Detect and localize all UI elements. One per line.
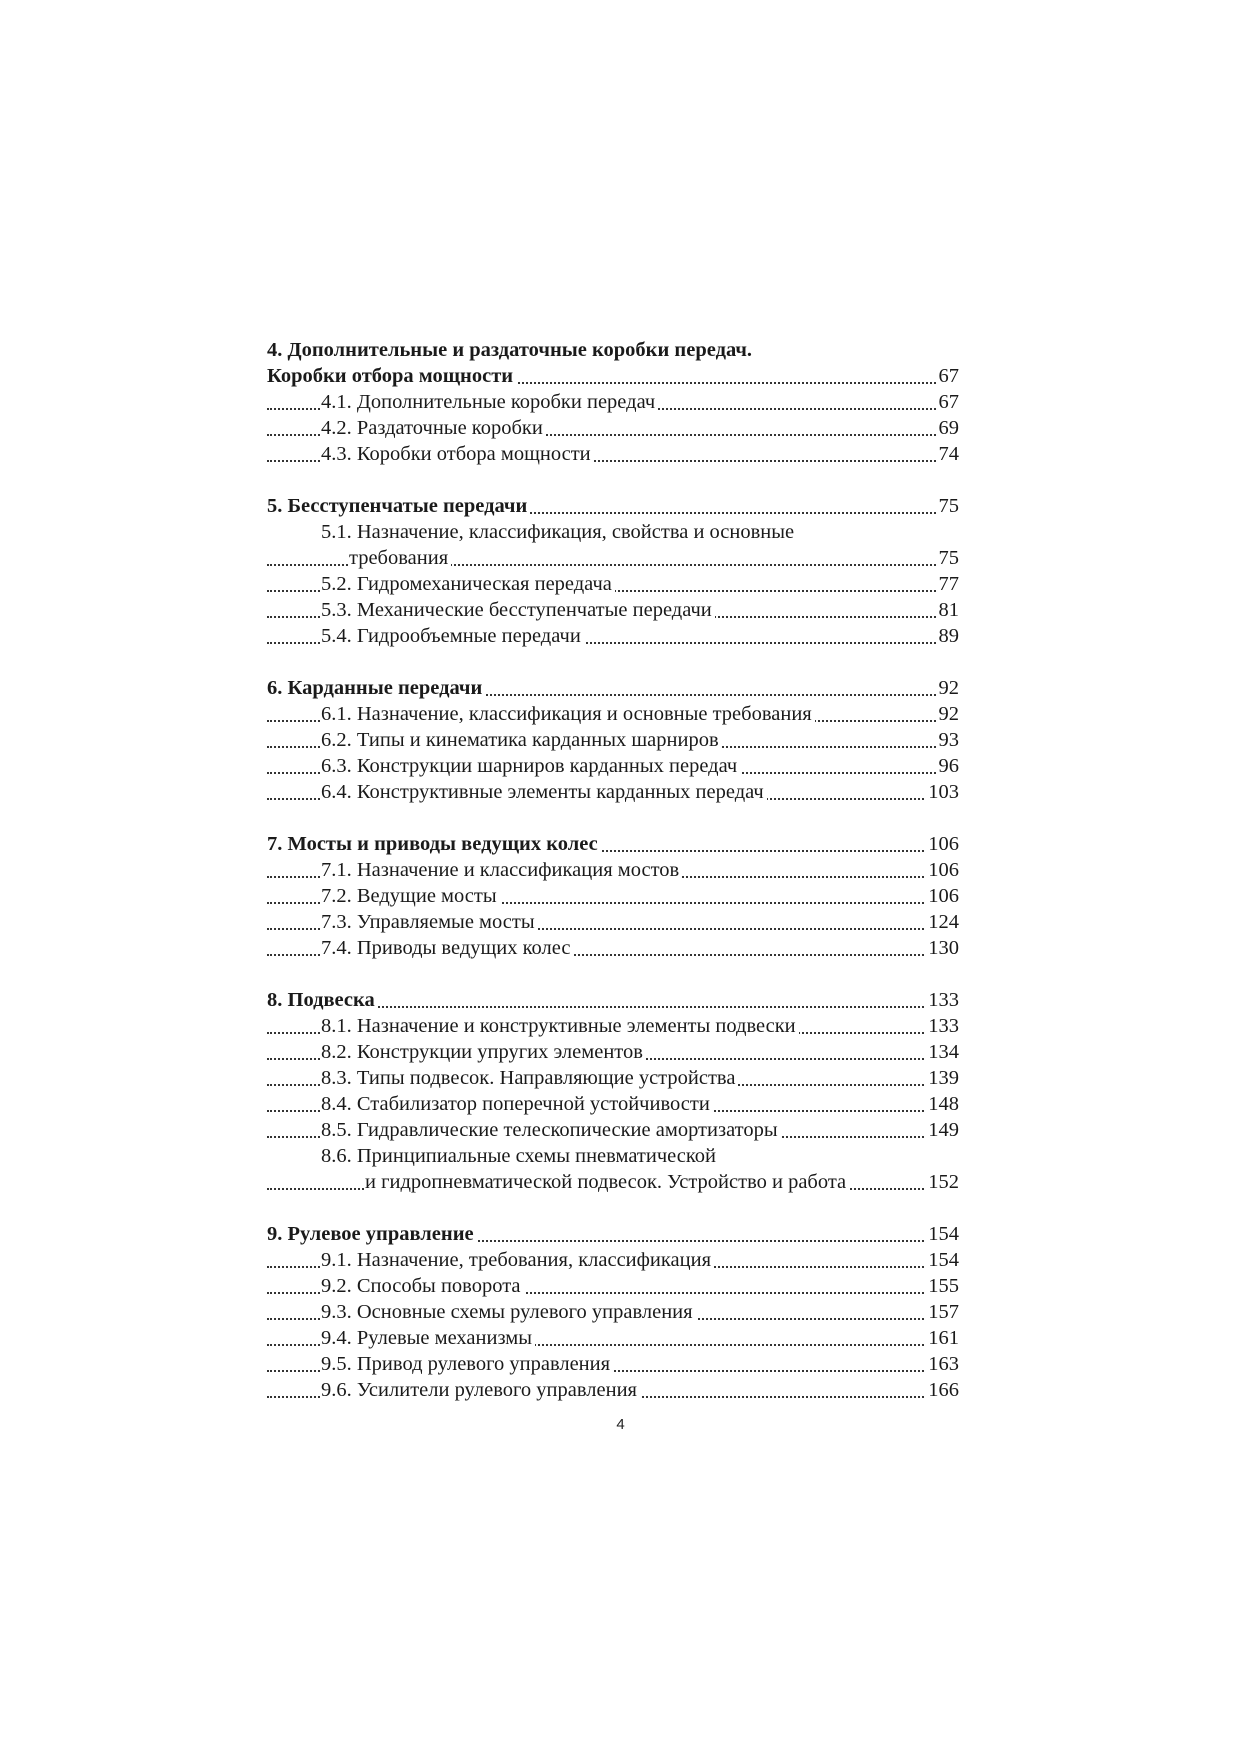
- toc-page-number: 69: [936, 415, 960, 441]
- toc-entry-label: 6.3. Конструкции шарниров карданных передач: [321, 755, 740, 777]
- toc-entry[interactable]: [267, 857, 959, 883]
- toc-page-number: 154: [925, 1221, 959, 1247]
- toc-entry-label: 9. Рулевое управление: [267, 1223, 477, 1245]
- toc-page-number: 67: [936, 363, 960, 389]
- toc-entry-label: 9.5. Привод рулевого управления: [321, 1353, 613, 1375]
- toc-section-8: [267, 987, 959, 1195]
- toc-page-number: 67: [936, 389, 960, 415]
- toc-page-number: 74: [936, 441, 960, 467]
- toc-page-number: 92: [936, 701, 960, 727]
- toc-entry-label: 8.2. Конструкции упругих элементов: [321, 1041, 646, 1063]
- table-of-contents: [267, 337, 959, 1429]
- toc-entry-label: 9.6. Усилители рулевого управления: [321, 1379, 640, 1401]
- toc-entry-label: 6.1. Назначение, классификация и основные требования: [321, 703, 815, 725]
- toc-entry[interactable]: [267, 389, 959, 415]
- toc-section-6: [267, 675, 959, 805]
- toc-entry-label: 5.3. Механические бесступенчатые передачи: [321, 599, 715, 621]
- toc-entry-label: 5.1. Назначение, классификация, свойства и основные: [321, 521, 797, 543]
- toc-chapter-title: [267, 337, 959, 363]
- toc-entry[interactable]: [267, 1273, 959, 1299]
- toc-page-number: 106: [925, 831, 959, 857]
- toc-entry[interactable]: [267, 1065, 959, 1091]
- toc-entry[interactable]: [267, 571, 959, 597]
- toc-page-number: 103: [925, 779, 959, 805]
- toc-entry-label: 9.4. Рулевые механизмы: [321, 1327, 535, 1349]
- toc-page-number: 93: [936, 727, 960, 753]
- toc-entry[interactable]: [267, 1377, 959, 1403]
- toc-entry-label: 6. Карданные передачи: [267, 677, 485, 699]
- toc-entry-label: 7.3. Управляемые мосты: [321, 911, 538, 933]
- toc-page-number: 148: [925, 1091, 959, 1117]
- toc-entry-label: 5.2. Гидромеханическая передача: [321, 573, 615, 595]
- toc-page-number: 154: [925, 1247, 959, 1273]
- toc-entry-label: 6.2. Типы и кинематика карданных шарниров: [321, 729, 722, 751]
- toc-entry-line: [267, 1143, 959, 1169]
- toc-entry-label: 5.4. Гидрообъемные передачи: [321, 625, 584, 647]
- toc-entry-label: 7.1. Назначение и классификация мостов: [321, 859, 682, 881]
- toc-page-number: 96: [936, 753, 960, 779]
- toc-entry[interactable]: [267, 441, 959, 467]
- toc-entry-label: и гидропневматической подвесок. Устройство и работа: [365, 1171, 849, 1193]
- toc-page-number: 130: [925, 935, 959, 961]
- toc-page-number: 133: [925, 1013, 959, 1039]
- toc-entry-label: 7. Мосты и приводы ведущих колес: [267, 833, 601, 855]
- toc-page-number: 134: [925, 1039, 959, 1065]
- toc-page-number: 124: [925, 909, 959, 935]
- toc-page-number: 155: [925, 1273, 959, 1299]
- toc-entry[interactable]: [267, 1013, 959, 1039]
- toc-chapter-title-text: 4. Дополнительные и раздаточные коробки передач.: [267, 339, 755, 361]
- toc-entry[interactable]: [267, 1299, 959, 1325]
- toc-entry-label: 8.5. Гидравлические телескопические амортизаторы: [321, 1119, 781, 1141]
- toc-entry-label: 9.3. Основные схемы рулевого управления: [321, 1301, 696, 1323]
- toc-page-number: 133: [925, 987, 959, 1013]
- toc-entry-label: 4.3. Коробки отбора мощности: [321, 443, 594, 465]
- toc-page-number: 149: [925, 1117, 959, 1143]
- toc-entry-label: 4.1. Дополнительные коробки передач: [321, 391, 658, 413]
- toc-page-number: 163: [925, 1351, 959, 1377]
- toc-section-5: [267, 493, 959, 649]
- toc-page-number: 161: [925, 1325, 959, 1351]
- toc-entry[interactable]: [267, 701, 959, 727]
- toc-chapter-entry[interactable]: [267, 675, 959, 701]
- toc-page-number: 89: [936, 623, 960, 649]
- toc-section-7: [267, 831, 959, 961]
- toc-entry[interactable]: [267, 1169, 959, 1195]
- toc-page-number: 152: [925, 1169, 959, 1195]
- toc-chapter-entry[interactable]: [267, 831, 959, 857]
- toc-entry-line: [267, 519, 959, 545]
- toc-entry[interactable]: [267, 597, 959, 623]
- toc-entry-label: Коробки отбора мощности: [267, 365, 516, 387]
- toc-section-9: [267, 1221, 959, 1403]
- toc-chapter-entry[interactable]: [267, 493, 959, 519]
- toc-chapter-entry[interactable]: [267, 987, 959, 1013]
- toc-page-number: 75: [936, 493, 960, 519]
- toc-entry-label: 5. Бесступенчатые передачи: [267, 495, 530, 517]
- toc-entry[interactable]: [267, 883, 959, 909]
- toc-entry[interactable]: [267, 545, 959, 571]
- toc-entry[interactable]: [267, 1247, 959, 1273]
- toc-entry[interactable]: [267, 935, 959, 961]
- toc-entry-label: 8. Подвеска: [267, 989, 378, 1011]
- toc-page-number: 106: [925, 883, 959, 909]
- toc-page-number: 157: [925, 1299, 959, 1325]
- toc-entry-label: 9.1. Назначение, требования, классификация: [321, 1249, 714, 1271]
- toc-entry-label: 8.1. Назначение и конструктивные элементы подвески: [321, 1015, 799, 1037]
- toc-entry[interactable]: [267, 1091, 959, 1117]
- toc-page-number: 106: [925, 857, 959, 883]
- toc-entry[interactable]: [267, 1351, 959, 1377]
- toc-page-number: 77: [936, 571, 960, 597]
- toc-entry[interactable]: [267, 1117, 959, 1143]
- toc-page-number: 81: [936, 597, 960, 623]
- toc-entry[interactable]: [267, 909, 959, 935]
- toc-entry-label: 7.2. Ведущие мосты: [321, 885, 500, 907]
- toc-entry-label: 7.4. Приводы ведущих колес: [321, 937, 573, 959]
- toc-entry-label: 4.2. Раздаточные коробки: [321, 417, 546, 439]
- toc-page-number: 166: [925, 1377, 959, 1403]
- toc-page-number: 139: [925, 1065, 959, 1091]
- toc-entry-label: 8.6. Принципиальные схемы пневматической: [321, 1145, 719, 1167]
- toc-page-number: 75: [936, 545, 960, 571]
- toc-entry[interactable]: [267, 727, 959, 753]
- toc-entry-label: 8.4. Стабилизатор поперечной устойчивости: [321, 1093, 713, 1115]
- toc-chapter-entry[interactable]: [267, 363, 959, 389]
- toc-entry-label: 6.4. Конструктивные элементы карданных передач: [321, 781, 767, 803]
- toc-entry-label: 9.2. Способы поворота: [321, 1275, 524, 1297]
- toc-chapter-entry[interactable]: [267, 1221, 959, 1247]
- toc-page-number: 92: [936, 675, 960, 701]
- page-footer-number: 4: [616, 1416, 625, 1433]
- toc-entry[interactable]: [267, 753, 959, 779]
- toc-section-4: [267, 337, 959, 467]
- toc-entry-label: 8.3. Типы подвесок. Направляющие устройства: [321, 1067, 738, 1089]
- toc-entry[interactable]: [267, 1325, 959, 1351]
- toc-entry[interactable]: [267, 1039, 959, 1065]
- toc-entry-label: требования: [349, 547, 451, 569]
- toc-entry[interactable]: [267, 415, 959, 441]
- toc-entry[interactable]: [267, 623, 959, 649]
- toc-entry[interactable]: [267, 779, 959, 805]
